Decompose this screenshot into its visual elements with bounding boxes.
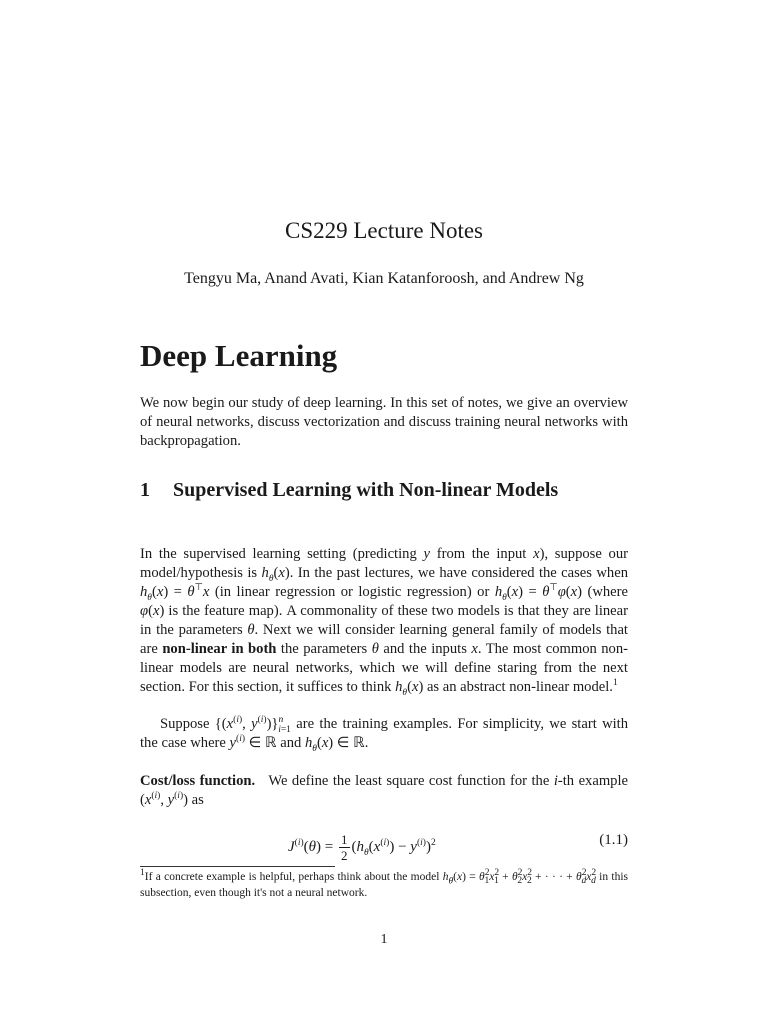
- footnote-rule: [140, 866, 335, 867]
- equation-body: $J^{(i)}(\theta)$ = $\frac{1}{2} (h_\theta(x^{(i)}) - y^{(i)})^2$: [288, 832, 436, 863]
- section-title: Supervised Learning with Non-linear Models: [173, 479, 559, 501]
- author-list: Tengyu Ma, Anand Avati, Kian Katanforoosh, and Andrew Ng: [184, 270, 584, 287]
- footnote-marker[interactable]: 1: [612, 678, 618, 689]
- body-paragraph-1: In the supervised learning setting (predicting y from the input x), suppose our model/hypothesis is $h_\theta(x)$. In the past lectures, we have considered the cases when $h_\theta(x) = \theta^⊤x$ (in linear regression or logistic regression) or $h_\theta(x) = \theta^⊤\varphi(x)$ (where φ(x) is the feature map). A commonality of these two models is that they are linear in the parameters θ. Next we will consider learning general family of models that are non-linear in both the parameters θ and the inputs x. The most common non-linear models are neural networks, which we will define staring from the next section. For this section, it suffices to think $h_\theta(x)$ as an abstract non-linear model.$^1$: [140, 546, 629, 698]
- page-number: 1: [380, 932, 388, 947]
- footnote: $^1$If a concrete example is helpful, perhaps think about the model $h_\theta(x) = \theta^2_1x^2_1 + \theta^2_2x^2_2$ + · · · + $\theta^2_dx^2_d$ in this subsection, even though it's not a neural network.: [140, 868, 628, 899]
- body-paragraph-2: Suppose {($x^{(i)}$, $y^{(i)})\}^n_{i=1}$ are the training examples. For simplicity, we start with the case where $y^{(i)}$ ∈ ℝ and $h_\theta(x)$ ∈ ℝ.: [140, 715, 629, 754]
- section-number: 1: [140, 479, 150, 501]
- equation-number: (1.1): [599, 832, 628, 848]
- body-paragraph-3: Cost/loss function. We define the least square cost function for the i-th example ($x^{(i)}$, $y^{(i)}$) as: [140, 773, 629, 808]
- intro-paragraph: We now begin our study of deep learning. In this set of notes, we give an overview of neural networks, discuss vectorization and discuss training neural networks with backpropagation.: [140, 395, 628, 449]
- document-title: CS229 Lecture Notes: [284, 218, 483, 243]
- paragraph-label: Cost/loss function.: [140, 773, 256, 789]
- display-equation: [140, 822, 628, 862]
- chapter-heading: Deep Learning: [140, 338, 338, 373]
